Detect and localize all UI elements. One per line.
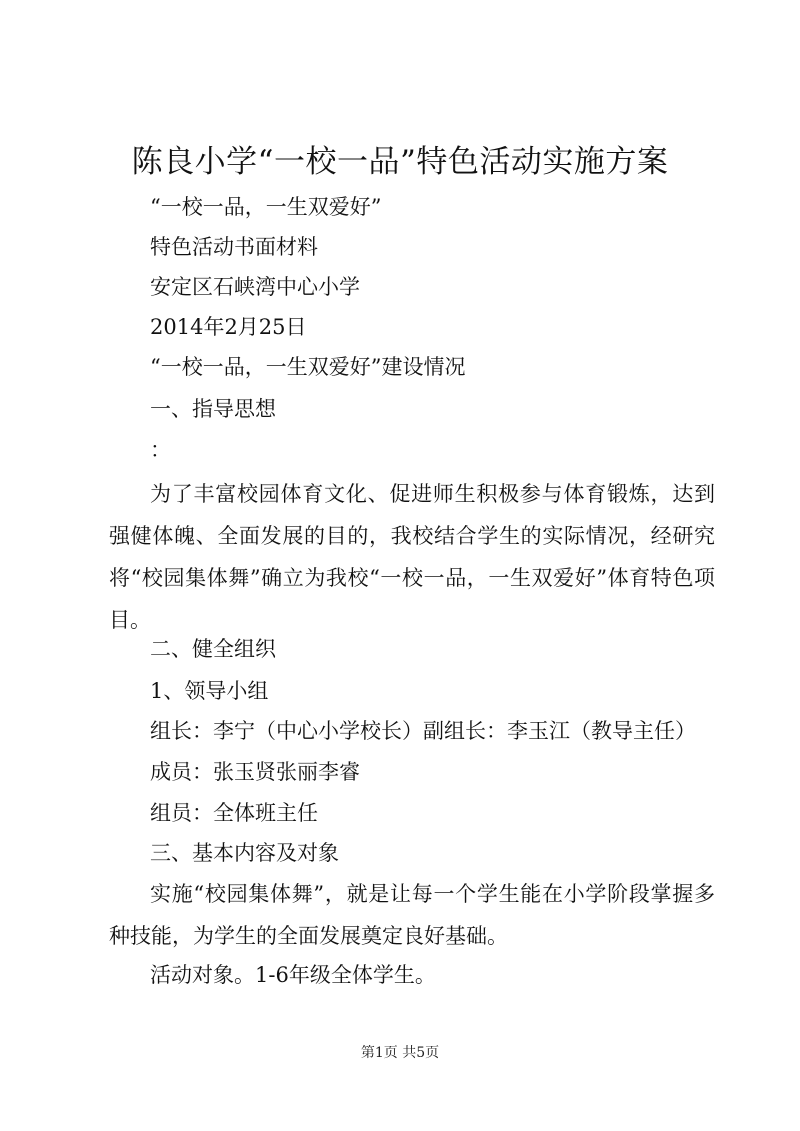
- section-heading-content: 三、基本内容及对象: [150, 841, 339, 865]
- target-line: 活动对象。1-6年级全体学生。: [150, 963, 436, 987]
- document-title: 陈良小学“一校一品”特色活动实施方案: [131, 144, 669, 180]
- material-line: 特色活动书面材料: [150, 235, 318, 259]
- leader-line: 组长：李宁（中心小学校长）副组长：李玉江（教导主任）: [150, 719, 696, 743]
- colon-line: ：: [150, 438, 171, 462]
- school-line: 安定区石峡湾中心小学: [150, 275, 360, 299]
- paragraph-guiding-thought: 为了丰富校园体育文化、促进师生积极参与体育锻炼，达到强健体魄、全面发展的目的，我校结合学生的实际情况，经研究将“校园集体舞”确立为我校“一校一品，一生双爱好”体育特色项目。: [109, 482, 715, 632]
- members-line: 成员：张玉贤张丽李睿: [150, 760, 360, 784]
- subsection-leading-group: 1、领导小组: [150, 679, 269, 703]
- staff-line: 组员：全体班主任: [150, 801, 318, 825]
- paragraph-content: 实施“校园集体舞”，就是让每一个学生能在小学阶段掌握多种技能，为学生的全面发展奠定良好基础。: [109, 882, 715, 948]
- section-heading-organization: 二、健全组织: [150, 637, 276, 661]
- page-footer: 第1页 共5页: [360, 1045, 440, 1061]
- date-line: 2014年2月25日: [150, 315, 307, 339]
- section-heading-guiding: 一、指导思想: [150, 397, 276, 421]
- slogan-line: “一校一品，一生双爱好”: [150, 195, 382, 219]
- construction-line: “一校一品，一生双爱好”建设情况: [150, 355, 466, 379]
